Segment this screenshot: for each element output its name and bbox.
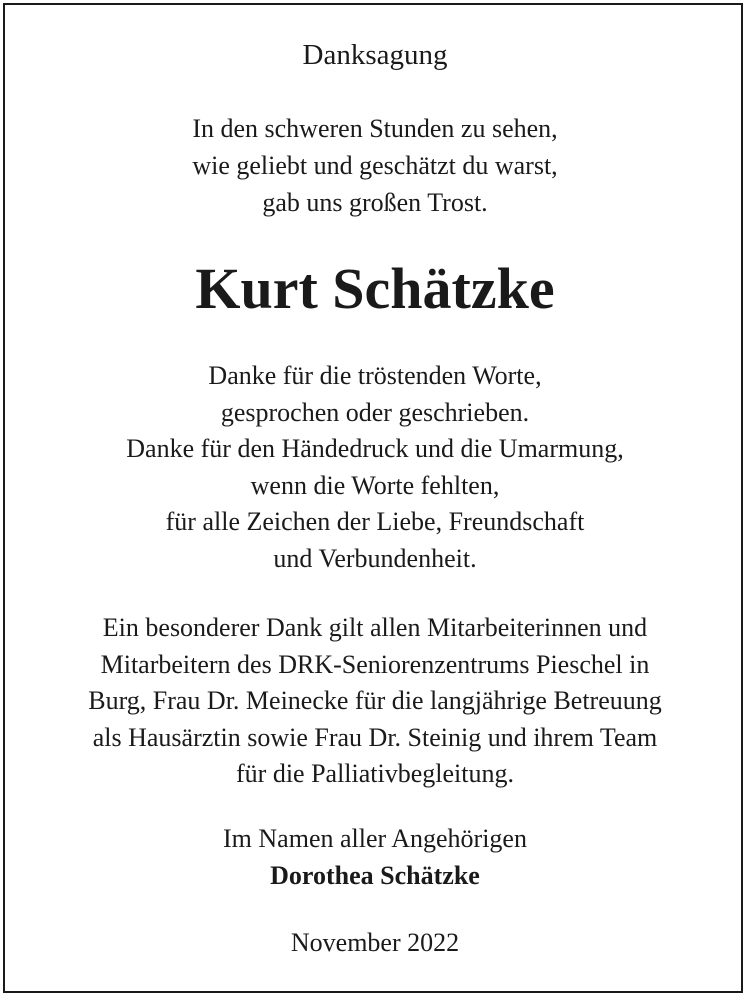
thanks-line: und Verbundenheit. bbox=[273, 543, 477, 573]
special-thanks-line: Burg, Frau Dr. Meinecke für die langjährige Betreuung bbox=[88, 686, 662, 715]
verse-block bbox=[0, 110, 750, 221]
thanks-line: wenn die Worte fehlten, bbox=[250, 470, 500, 500]
verse-line: gab uns großen Trost. bbox=[262, 188, 488, 217]
special-thanks-line: als Hausärztin sowie Frau Dr. Steinig und ihrem Team bbox=[92, 722, 658, 752]
verse-line: wie geliebt und geschätzt du warst, bbox=[192, 151, 558, 180]
thanks-block bbox=[0, 358, 750, 577]
thanks-line: gesprochen oder geschrieben. bbox=[220, 397, 530, 427]
verse-line: In den schweren Stunden zu sehen, bbox=[192, 114, 558, 143]
thanks-line: für alle Zeichen der Liebe, Freundschaft bbox=[165, 507, 585, 536]
thanks-line: Danke für den Händedruck und die Umarmung, bbox=[126, 434, 624, 463]
special-thanks-line: für die Palliativbegleitung. bbox=[236, 759, 514, 788]
notice-heading: Danksagung bbox=[302, 39, 448, 71]
special-thanks-block bbox=[0, 610, 750, 793]
special-thanks-line: Mitarbeitern des DRK-Seniorenzentrums Pieschel in bbox=[100, 649, 650, 679]
signer-name: Dorothea Schätzke bbox=[270, 861, 480, 890]
thanks-line: Danke für die tröstenden Worte, bbox=[208, 361, 542, 390]
notice-date: November 2022 bbox=[290, 928, 460, 957]
special-thanks-line: Ein besonderer Dank gilt allen Mitarbeiterinnen und bbox=[102, 613, 648, 642]
signoff-block bbox=[0, 820, 750, 894]
signoff-line: Im Namen aller Angehörigen bbox=[223, 824, 527, 853]
deceased-name: Kurt Schätzke bbox=[195, 256, 555, 321]
